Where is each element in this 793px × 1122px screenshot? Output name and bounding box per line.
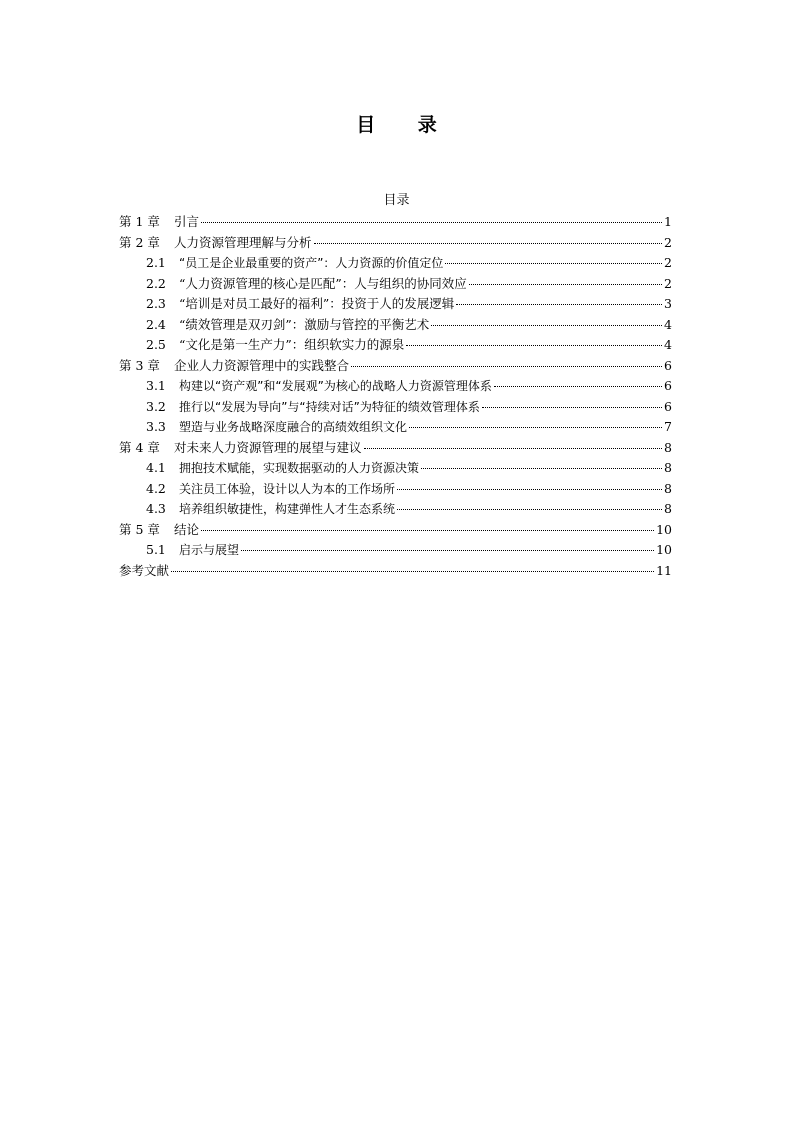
toc-entry-page: 8 bbox=[664, 460, 672, 475]
toc-entry-page: 8 bbox=[664, 480, 672, 496]
toc-entry-title: 参考文献 bbox=[119, 562, 170, 578]
toc-entry[interactable] bbox=[119, 376, 672, 397]
toc-entry-title: 启示与展望 bbox=[179, 543, 240, 557]
toc-entry-number: 3.3 bbox=[146, 419, 166, 434]
toc-entry[interactable] bbox=[119, 520, 672, 541]
toc-entry[interactable] bbox=[119, 561, 672, 582]
toc-entry-number: 2.5 bbox=[146, 337, 166, 352]
table-of-contents bbox=[119, 212, 672, 581]
toc-entry[interactable] bbox=[119, 479, 672, 500]
toc-entry-title: “文化是第一生产力”：组织软实力的源泉 bbox=[179, 337, 405, 352]
toc-entry-number: 4.2 bbox=[146, 480, 166, 496]
toc-entry-page: 6 bbox=[664, 357, 672, 373]
toc-entry[interactable] bbox=[119, 212, 672, 233]
toc-entry-page: 6 bbox=[664, 378, 672, 393]
toc-entry-page: 4 bbox=[664, 337, 672, 352]
toc-entry[interactable] bbox=[119, 499, 672, 520]
toc-dot-leader bbox=[201, 530, 654, 531]
toc-entry-number: 第 5 章 bbox=[119, 521, 160, 537]
toc-entry-title: 人力资源管理理解与分析 bbox=[174, 234, 312, 250]
toc-entry-page: 10 bbox=[656, 521, 672, 537]
toc-entry-title: 引言 bbox=[174, 214, 200, 229]
toc-entry-title: “绩效管理是双刃剑”：激励与管控的平衡艺术 bbox=[179, 316, 430, 332]
toc-dot-leader bbox=[364, 448, 663, 449]
toc-entry[interactable] bbox=[119, 356, 672, 377]
toc-entry-number: 3.2 bbox=[146, 398, 166, 414]
toc-entry-page: 6 bbox=[664, 398, 672, 414]
toc-entry-title: 对未来人力资源管理的展望与建议 bbox=[174, 439, 362, 455]
toc-dot-leader bbox=[409, 427, 662, 428]
toc-entry-page: 10 bbox=[656, 542, 672, 557]
toc-entry-title: 构建以“资产观”和“发展观”为核心的战略人力资源管理体系 bbox=[179, 379, 492, 393]
toc-entry-title: “人力资源管理的核心是匹配”：人与组织的协同效应 bbox=[179, 275, 467, 291]
toc-dot-leader bbox=[494, 386, 662, 387]
toc-entry-number: 3.1 bbox=[146, 378, 166, 393]
toc-entry[interactable] bbox=[119, 458, 672, 479]
toc-entry-page: 2 bbox=[664, 275, 672, 291]
toc-dot-leader bbox=[201, 222, 662, 223]
toc-dot-leader bbox=[456, 304, 662, 305]
toc-entry-number: 2.2 bbox=[146, 275, 166, 291]
toc-entry-page: 4 bbox=[664, 316, 672, 332]
toc-entry[interactable] bbox=[119, 397, 672, 418]
toc-entry-page: 2 bbox=[664, 255, 672, 270]
page-title: 目 录 bbox=[356, 114, 455, 136]
toc-dot-leader bbox=[406, 345, 662, 346]
toc-dot-leader bbox=[482, 407, 662, 408]
toc-entry-number: 第 2 章 bbox=[119, 234, 160, 250]
toc-entry[interactable] bbox=[119, 253, 672, 274]
toc-dot-leader bbox=[469, 284, 662, 285]
toc-entry-number: 4.1 bbox=[146, 460, 166, 475]
toc-dot-leader bbox=[421, 468, 662, 469]
toc-entry-number: 第 4 章 bbox=[119, 439, 160, 455]
toc-entry-page: 8 bbox=[664, 501, 672, 516]
toc-entry[interactable] bbox=[119, 274, 672, 295]
toc-entry-title: “培训是对员工最好的福利”：投资于人的发展逻辑 bbox=[179, 296, 455, 311]
toc-entry[interactable] bbox=[119, 335, 672, 356]
toc-entry-title: “员工是企业最重要的资产”：人力资源的价值定位 bbox=[179, 256, 444, 270]
toc-entry-number: 第 1 章 bbox=[119, 214, 160, 229]
toc-entry-number: 5.1 bbox=[146, 542, 166, 557]
toc-entry-page: 2 bbox=[664, 234, 672, 250]
toc-entry-page: 3 bbox=[664, 296, 672, 311]
toc-dot-leader bbox=[314, 243, 663, 244]
toc-entry[interactable] bbox=[119, 315, 672, 336]
toc-entry-title: 推行以“发展为导向”与“持续对话”为特征的绩效管理体系 bbox=[179, 399, 480, 414]
toc-dot-leader bbox=[397, 509, 662, 510]
toc-dot-leader bbox=[397, 489, 662, 490]
toc-entry[interactable] bbox=[119, 540, 672, 561]
toc-entry-page: 7 bbox=[664, 419, 672, 434]
toc-entry-title: 关注员工体验，设计以人为本的工作场所 bbox=[179, 481, 396, 496]
toc-dot-leader bbox=[171, 571, 654, 572]
toc-entry-title: 塑造与业务战略深度融合的高绩效组织文化 bbox=[179, 420, 408, 434]
toc-entry-title: 结论 bbox=[174, 521, 200, 537]
toc-entry-number: 2.4 bbox=[146, 316, 166, 332]
toc-entry[interactable] bbox=[119, 438, 672, 459]
toc-entry-page: 11 bbox=[656, 562, 672, 578]
toc-dot-leader bbox=[445, 263, 662, 264]
toc-entry-title: 拥抱技术赋能，实现数据驱动的人力资源决策 bbox=[179, 461, 420, 475]
toc-entry[interactable] bbox=[119, 233, 672, 254]
toc-heading: 目录 bbox=[383, 193, 410, 208]
toc-dot-leader bbox=[431, 325, 662, 326]
toc-entry-number: 4.3 bbox=[146, 501, 166, 516]
toc-entry[interactable] bbox=[119, 294, 672, 315]
toc-dot-leader bbox=[241, 550, 654, 551]
toc-entry-number: 2.3 bbox=[146, 296, 166, 311]
toc-entry-title: 企业人力资源管理中的实践整合 bbox=[174, 357, 350, 373]
toc-entry-page: 1 bbox=[664, 214, 672, 229]
toc-entry-number: 2.1 bbox=[146, 255, 166, 270]
toc-dot-leader bbox=[351, 366, 662, 367]
toc-entry-number: 第 3 章 bbox=[119, 357, 160, 373]
toc-entry-title: 培养组织敏捷性，构建弹性人才生态系统 bbox=[179, 502, 396, 516]
toc-entry[interactable] bbox=[119, 417, 672, 438]
toc-entry-page: 8 bbox=[664, 439, 672, 455]
